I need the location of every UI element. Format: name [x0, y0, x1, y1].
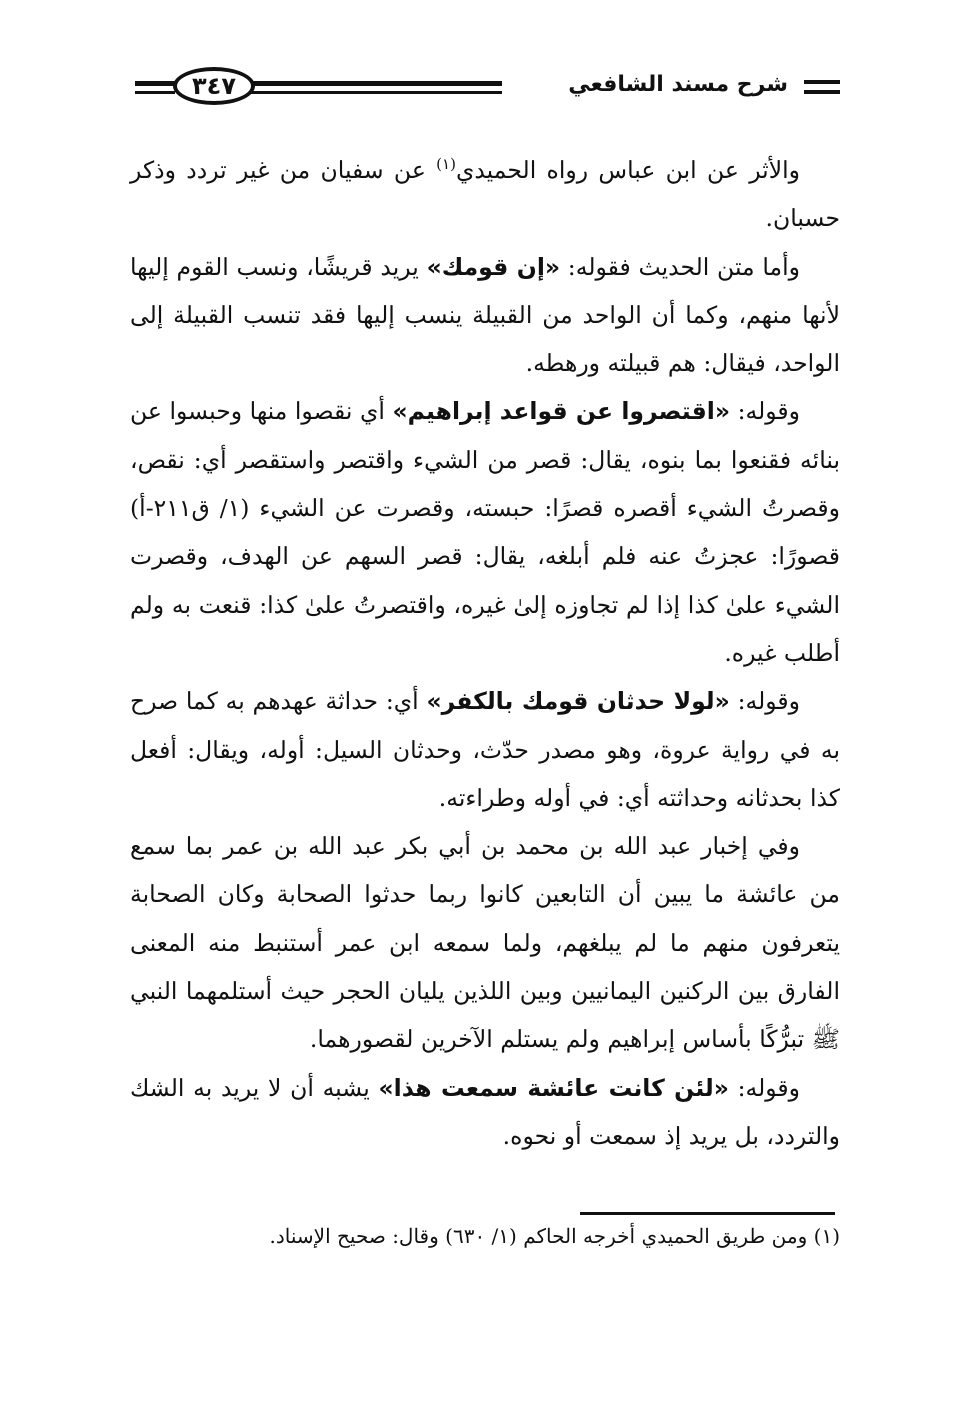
text-run: يريد قريشًا، ونسب القوم إليها لأنها منهم، وكما أن الواحد من القبيلة ينسب إليها فقد تنسب القبيلة إلى الواحد، فيقال: هم قبيلته ورهطه. [130, 252, 840, 378]
quoted-phrase: «لولا حدثان قومك بالكفر» [426, 687, 730, 716]
text-run: وفي إخبار عبد الله بن محمد بن أبي بكر عبد الله بن عمر بما سمع من عائشة ما يبين أن التابعين كانوا ربما حدثوا الصحابة وكان الصحابة يتعرفون منهم ما لم يبلغهم، ولما سمعه ابن عمر أستنبط منه المعنى الفارق بين الركنين اليمانيين وبين اللذين يليان الحجر حيث أستلمهما النبي ﷺ تبرُّكًا بأساس إبراهيم ولم يستلم الآخرين لقصورهما. [130, 832, 840, 1054]
header-rule [804, 90, 840, 94]
footnote-ref: (١) [436, 155, 456, 174]
quoted-phrase: «إن قومك» [426, 252, 561, 281]
text-run: أي نقصوا منها وحبسوا عن بنائه فقنعوا بما بنوه، يقال: قصر من الشيء واقتصر واستقصر أي: نقص، وقصرتُ الشيء أقصره قصرًا: حبسته، وقصرت عن الشيء (١/ ق٢١١-أ) قصورًا: عجزتُ عنه فلم أبلغه، يقال: قصر السهم عن الهدف، وقصرت الشيء علىٰ كذا إذا لم تجاوزه إلىٰ غيره، واقتصرتُ علىٰ كذا: قنعت به ولم أطلب غيره. [130, 397, 841, 667]
text-run: أي: حداثة عهدهم به كما صرح به في رواية عروة، وهو مصدر حدّث، وحدثان السيل: أوله، ويقال: أفعل كذا بحدثانه وحداثته أي: في أوله وطراءته. [130, 687, 840, 812]
running-title: شرح مسند الشافعي [568, 72, 788, 97]
header-rule [135, 91, 175, 94]
header-rule [804, 80, 840, 84]
text-run: وأما متن الحديث فقوله: [560, 252, 801, 281]
main-text [130, 146, 840, 1160]
footnote: (١) ومن طريق الحميدي أخرجه الحاكم (١/ ٦٣٠) وقال: صحيح الإسناد. [269, 1224, 840, 1248]
paragraph [130, 677, 840, 822]
paragraph [130, 387, 840, 677]
quoted-phrase: «لئن كانت عائشة سمعت هذا» [378, 1073, 729, 1102]
page-header [135, 66, 840, 112]
paragraph [130, 822, 840, 1063]
paragraph [130, 146, 840, 243]
text-run: وقوله: [730, 397, 800, 426]
footnote-separator [580, 1212, 835, 1215]
text-run: عن سفيان من غير تردد وذكر حسبان. [130, 156, 840, 233]
text-run: والأثر عن ابن عباس رواه الحميدي [455, 156, 800, 184]
header-rule [135, 81, 175, 86]
text-run: وقوله: [728, 1073, 801, 1102]
page-number: ٣٤٧ [173, 67, 255, 105]
paragraph [130, 1064, 840, 1161]
quoted-phrase: «اقتصروا عن قواعد إبراهيم» [392, 397, 731, 426]
text-run: يشبه أن لا يريد به الشك والتردد، بل يريد إذ سمعت أو نحوه. [130, 1073, 840, 1150]
text-run: وقوله: [729, 687, 801, 716]
paragraph [130, 243, 840, 388]
